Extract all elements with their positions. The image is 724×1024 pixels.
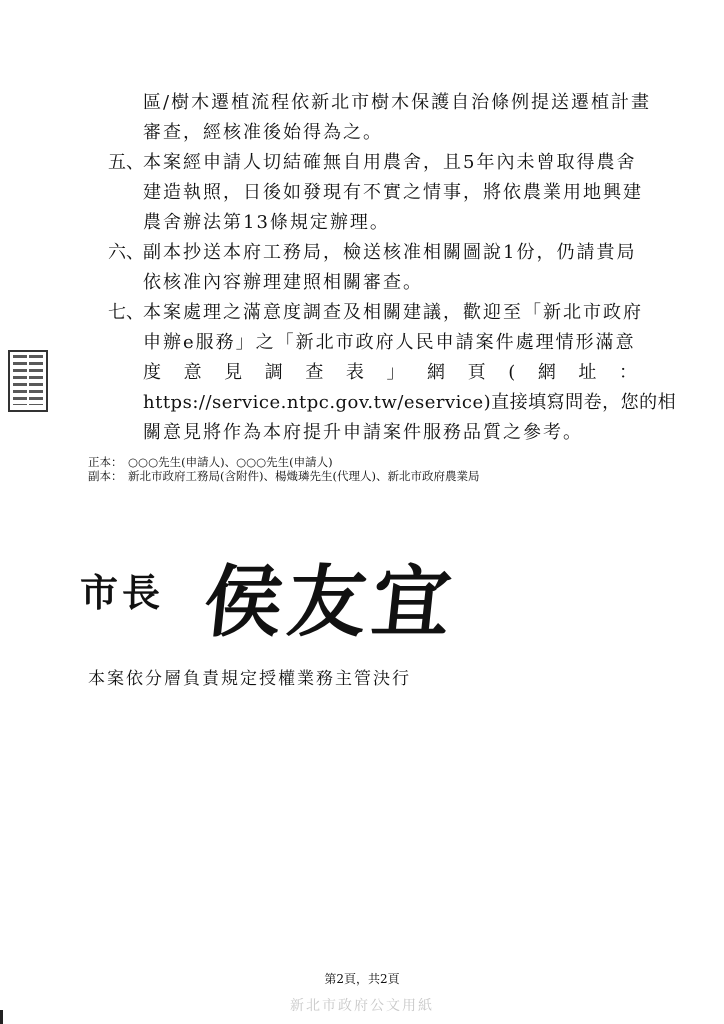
signature-name: 侯友宜 (199, 557, 462, 648)
body-line: 副本抄送本府工務局，檢送核准相關圖說1份，仍請貴局 (143, 242, 637, 263)
body-line: 關意見將作為本府提升申請案件服務品質之參考。 (143, 422, 583, 443)
body-line: 本案經申請人切結確無自用農舍，且5年內未曾取得農舍 (143, 152, 637, 173)
page-number: 第2頁，共2頁 (324, 972, 400, 986)
body-line: 區/樹木遷植流程依新北市樹木保護自治條例提送遷植計畫 (143, 92, 652, 113)
edge-mark (0, 1010, 3, 1024)
decision-note: 本案依分層負責規定授權業務主管決行 (88, 669, 411, 689)
body-line: 建造執照，日後如發現有不實之情事，將依農業用地興建 (143, 182, 643, 203)
body-line-spaced: 度 意 見 調 查 表 」 網 頁 ( 網 址 ： (143, 362, 637, 383)
body-line: 審查，經核准後始得為之。 (143, 122, 383, 143)
item-marker-6: 六、 (108, 242, 144, 263)
copy-recipients (88, 469, 479, 483)
primary-recipients (88, 455, 333, 469)
body-line: 本案處理之滿意度調查及相關建議，歡迎至「新北市政府 (143, 302, 643, 323)
copy-value: 新北市政府工務局(含附件)、楊熾璘先生(代理人)、新北市政府農業局 (128, 469, 480, 483)
copy-label: 副本： (88, 469, 123, 483)
signature-title: 市長 (80, 570, 165, 615)
body-line: 申辦e服務」之「新北市政府人民申請案件處理情形滿意 (143, 332, 636, 353)
seal-stamp (8, 350, 48, 412)
body-line: 依核准內容辦理建照相關審查。 (143, 272, 423, 293)
mayor-signature (80, 540, 462, 648)
primary-label: 正本： (88, 455, 123, 469)
body-line-url: https://service.ntpc.gov.tw/eservice)直接填寫問卷，您的相 (143, 392, 677, 413)
body-line: 農舍辦法第13條規定辦理。 (143, 212, 390, 233)
item-marker-7: 七、 (108, 302, 144, 323)
paper-watermark: 新北市政府公文用紙 (290, 998, 434, 1014)
item-marker-5: 五、 (108, 152, 144, 173)
primary-value: ○○○先生(申請人)、○○○先生(申請人) (128, 455, 333, 469)
